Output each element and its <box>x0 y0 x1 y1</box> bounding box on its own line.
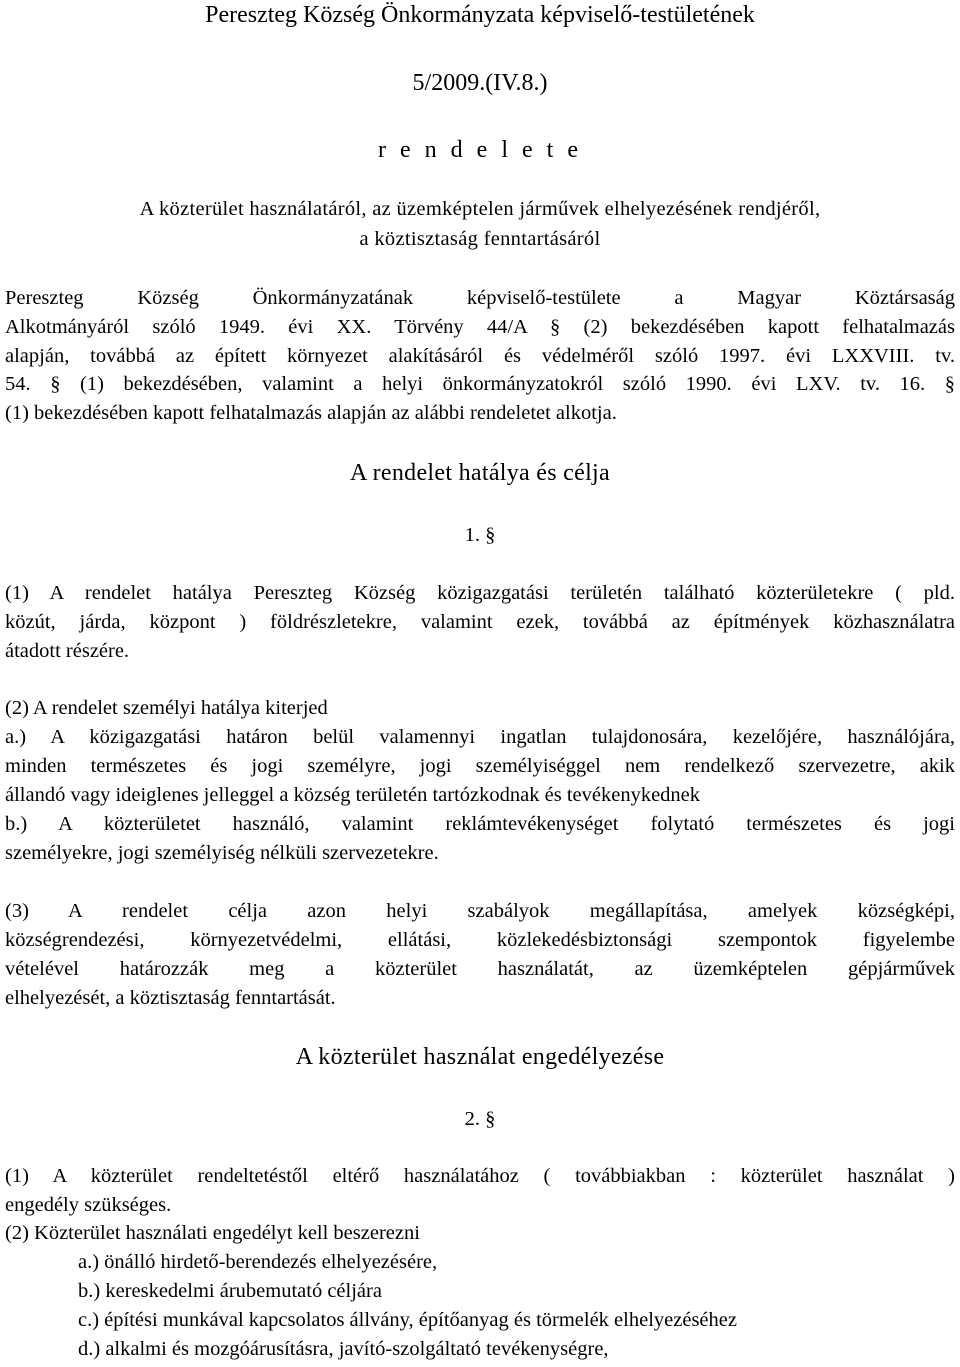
section-2-heading: A közterület használat engedélyezése <box>295 1044 665 1070</box>
section-1-heading: A rendelet hatálya és célja <box>350 460 610 486</box>
paragraph-line: községrendezési, környezetvédelmi, ellátási, közlekedésbiztonsági szempontok figyelembe <box>5 929 955 951</box>
paragraph-line: (1) A rendelet hatálya Pereszteg Község közigazgatási területén található közterületekre ( pld. <box>5 582 955 604</box>
paragraph-line: (3) A rendelet célja azon helyi szabályok megállapítása, amelyek községképi, <box>5 900 955 922</box>
list-item: b.) kereskedelmi árubemutató céljára <box>78 1280 382 1302</box>
paragraph-line: minden természetes és jogi személyre, jogi személyiséggel nem rendelkező szervezetre, akik <box>5 755 955 777</box>
regulation-number: 5/2009.(IV.8.) <box>412 70 548 96</box>
section-1-number: 1. § <box>464 524 496 546</box>
paragraph-line: (1) A közterület rendeltetéstől eltérő használatához ( továbbiakban : közterület használat ) <box>5 1165 955 1187</box>
paragraph-line: engedély szükséges. <box>5 1194 172 1216</box>
paragraph-intro: (2) Közterület használati engedélyt kell beszerezni <box>5 1222 420 1244</box>
subject-line-2: a köztisztaság fenntartásáról <box>359 228 601 250</box>
paragraph-line: közút, járda, központ ) földrészletekre, valamint ezek, továbbá az építmények közhasználatra <box>5 611 955 633</box>
paragraph-line: vételével határozzák meg a közterület használatát, az üzemképtelen gépjárművek <box>5 958 955 980</box>
paragraph-line: állandó vagy ideiglenes jelleggel a község területén tartózkodnak és tevékenykednek <box>5 784 701 806</box>
preamble-line: 54. § (1) bekezdésében, valamint a helyi önkormányzatokról szóló 1990. évi LXV. tv. 16. § <box>5 373 955 395</box>
paragraph-line: átadott részére. <box>5 640 130 662</box>
list-item: a.) önálló hirdető-berendezés elhelyezésére, <box>78 1251 438 1273</box>
preamble-line: alapján, továbbá az épített környezet alakításáról és védelméről szóló 1997. évi LXXVIII. tv. <box>5 345 955 367</box>
section-2-number: 2. § <box>464 1108 496 1130</box>
paragraph-line: elhelyezését, a köztisztaság fenntartását. <box>5 987 336 1009</box>
preamble-line: (1) bekezdésében kapott felhatalmazás alapján az alábbi rendeletet alkotja. <box>5 402 617 424</box>
paragraph-line: b.) A közterületet használó, valamint reklámtevékenységet folytató természetes és jogi <box>5 813 955 835</box>
paragraph-line: személyekre, jogi személyiség nélküli szervezetekre. <box>5 842 439 864</box>
preamble-line: Pereszteg Község Önkormányzatának képviselő-testülete a Magyar Köztársaság <box>5 287 955 309</box>
paragraph-intro: (2) A rendelet személyi hatálya kiterjed <box>5 697 328 719</box>
preamble-line: Alkotmányáról szóló 1949. évi XX. Törvény 44/A § (2) bekezdésében kapott felhatalmazás <box>5 316 955 338</box>
document-title: Pereszteg Község Önkormányzata képviselő-testületének <box>205 2 755 28</box>
list-item: c.) építési munkával kapcsolatos állvány, építőanyag és törmelék elhelyezéséhez <box>78 1309 737 1331</box>
list-item: d.) alkalmi és mozgóárusításra, javító-szolgáltató tevékenységre, <box>78 1338 609 1360</box>
rendelete-heading: r e n d e l e t e <box>378 137 582 163</box>
paragraph-line: a.) A közigazgatási határon belül valamennyi ingatlan tulajdonosára, kezelőjére, használójára, <box>5 726 955 748</box>
subject-line-1: A közterület használatáról, az üzemképtelen járművek elhelyezésének rendjéről, <box>139 198 821 220</box>
